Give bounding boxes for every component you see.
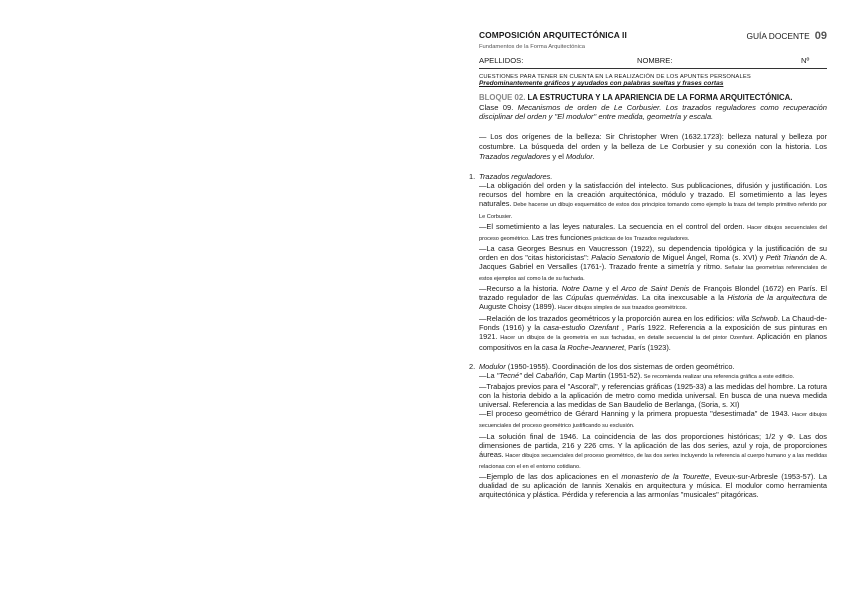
item-note: Hacer dibujos secuenciales del proceso geométrico, de las dos series incluyendo la referencia al cuerpo humano y a las medidas relacionas con el en el entorno cotidiano. bbox=[479, 452, 827, 470]
guide-number: 09 bbox=[814, 30, 827, 42]
item-italic: monasterio de la Tourette bbox=[621, 471, 710, 481]
nombre-label: NOMBRE: bbox=[637, 56, 673, 65]
item-italic: Palacio Senatorio bbox=[591, 252, 650, 262]
section-2-item-e bbox=[479, 472, 827, 499]
divider-line bbox=[479, 68, 827, 69]
item-text: —La obligación del orden y la satisfacción del intelecto. Sus publicaciones, difusión y justificación. Los recursos del hombre en la creación arquitectónica, módulo y trazado. El sometimiento a las leyes naturales. bbox=[479, 181, 827, 209]
item-text: , París (1923). bbox=[624, 342, 671, 352]
item-text: , Eveux-sur-Arbresle (1953-57). La dualidad de su aplicación de Iannis Xenakis en arquitectura y música. El modulor como herramienta arquitectónica y plástica. Pérdida y referencia a las armonías "musicales" pitagóricas. bbox=[479, 471, 827, 500]
item-italic: Historia de la arquitectura bbox=[727, 293, 816, 303]
item-text: , Cap Martin (1951-52). bbox=[565, 370, 643, 380]
section-2-item-d bbox=[479, 432, 827, 472]
item-text: de François Blondel (1672) en París. El trazado regulador de las bbox=[479, 284, 828, 303]
section-2-title: (1950-1955). Coordinación de los dos sistemas de orden geométrico. bbox=[505, 361, 735, 371]
section-1-item-b bbox=[479, 222, 827, 244]
intro-italic-1: Trazados reguladores bbox=[479, 151, 551, 161]
item-italic: casa la Roche-Jeanneret bbox=[541, 342, 625, 352]
item-text: de Miguel Ángel, Roma (s. XVI) y bbox=[649, 252, 766, 262]
course-subtitle: Fundamentos de la Forma Arquitectónica bbox=[479, 44, 586, 50]
section-2-item-c bbox=[479, 409, 827, 431]
item-italic: villa Schwob bbox=[736, 313, 778, 323]
section-1-number: 1. bbox=[469, 172, 476, 182]
item-italic: Petit Trianón bbox=[765, 252, 808, 262]
document-page bbox=[469, 30, 828, 500]
bloque-heading bbox=[479, 93, 827, 102]
section-2-title-italic: Modulor bbox=[479, 361, 506, 371]
item-italic: Cúpulas queménidas bbox=[565, 293, 637, 303]
item-text: —El proceso geométrico de Gérard Hanning y la primera propuesta "desestimada" de 1943. bbox=[479, 409, 790, 419]
section-1-item-d bbox=[479, 284, 827, 313]
student-form-row bbox=[479, 56, 827, 68]
section-2-number: 2. bbox=[469, 361, 476, 371]
item-text: —Relación de los trazados geométricos y la proporción aurea en los edificios: bbox=[479, 313, 737, 323]
item-text: —La solución final de 1946. La coincidencia de las dos proporciones históricas; 1/2 y Φ. Las dos dimensiones de partida, 216 y 226 cms. Y la aplicación de las dos series, azul y roja, de proporciones áureas. bbox=[479, 431, 827, 459]
guide-label: GUÍA DOCENTE bbox=[746, 31, 810, 41]
item-italic: Cabañón bbox=[535, 370, 566, 380]
section-2-item-b bbox=[479, 382, 827, 409]
item-text: y el bbox=[602, 284, 622, 294]
instructions-heading: CUESTIONES PARA TENER EN CUENTA EN LA REALIZACIÓN DE LOS APUNTES PERSONALES bbox=[479, 74, 751, 80]
item-italic: "Tecné" bbox=[496, 370, 522, 380]
item-note: Hacer dibujos secuenciales del proceso geométrico justificando su exclusión. bbox=[479, 412, 827, 430]
item-text: —Trabajos previos para el "Ascoral", y referencias gráficas (1925-33) a las medidas del hombre. La rotura con la historia debido a la aplicación de metro como medida universal. En busca de una nueva medida universal. Referencia a las medidas de San Baudelio de Berlanga, (Soria, s. XI) bbox=[479, 382, 827, 410]
intro-end: . bbox=[592, 151, 595, 161]
item-text: de A. Jacques Gabriel en Versalles (1761-). Trazado frente a simetría y ritmo. bbox=[479, 252, 828, 272]
item-text: —El sometimiento a las leyes naturales. La secuencia en el control del orden. bbox=[479, 221, 745, 231]
section-2 bbox=[469, 361, 827, 500]
item-text: —La bbox=[479, 370, 497, 380]
intro-mid: y el bbox=[550, 151, 566, 161]
item-text: . La cita inexcusable a la bbox=[636, 293, 728, 303]
header-row bbox=[479, 30, 827, 44]
numero-label: Nº bbox=[801, 56, 810, 65]
item-text: Las tres funciones bbox=[529, 232, 592, 242]
item-italic: Arco de Saint Denis bbox=[621, 284, 690, 294]
section-1-heading bbox=[469, 172, 827, 182]
item-note: Señalar las geometrías referenciales de estos ejemplos así como la de su fachada. bbox=[479, 265, 827, 283]
bloque-label: BLOQUE 02. bbox=[479, 93, 526, 102]
item-note: prácticas de los Trazados reguladores. bbox=[591, 235, 690, 242]
item-text: . La Chaud-de-Fonds (1916) y la bbox=[479, 313, 827, 332]
section-2-heading bbox=[469, 361, 827, 371]
intro-italic-2: Modulor bbox=[565, 151, 593, 161]
apellidos-label: APELLIDOS: bbox=[479, 56, 524, 65]
intro-paragraph bbox=[479, 132, 827, 161]
item-text: , París 1922. Referencia a la exposición de sus pinturas en 1921. bbox=[479, 322, 828, 341]
item-text: —Recurso a la historia. bbox=[479, 284, 562, 294]
item-note: Hacer un dibujos de la geometría en sus fachadas, en detalle secuencial la del pintor Ozenfant. bbox=[497, 334, 755, 341]
section-1-item-c bbox=[479, 244, 827, 284]
section-1-item-a bbox=[479, 181, 827, 221]
item-text: Aplicación en planos compositivos en la bbox=[479, 331, 827, 352]
section-1-item-e bbox=[479, 314, 827, 352]
guide-label-group bbox=[746, 30, 827, 42]
section-1-title: Trazados reguladores. bbox=[479, 172, 553, 182]
item-italic: Notre Dame bbox=[561, 284, 603, 294]
item-text: de Auguste Choisy (1899). bbox=[479, 293, 827, 312]
clase-prefix: Clase 09. bbox=[479, 103, 514, 112]
bloque-title: LA ESTRUCTURA Y LA APARIENCIA DE LA FORMA ARQUITECTÓNICA. bbox=[527, 93, 793, 102]
item-note: Se recomienda realizar una referencia gráfica a este edificio. bbox=[642, 373, 795, 380]
item-text: —Ejemplo de las dos aplicaciones en el bbox=[479, 471, 622, 481]
item-note: Debe hacerse un dibujo esquemático de estos dos principios tomando como ejemplo la traza del templo primitivo referido por Le Corbusier. bbox=[479, 202, 827, 220]
item-italic: casa-estudio Ozenfant bbox=[543, 322, 619, 332]
clase-description bbox=[479, 103, 827, 121]
instructions-subheading: Predominantemente gráficos y ayudados con palabras sueltas y frases cortas bbox=[479, 80, 724, 87]
item-note: Hacer dibujos simples de sus trazados geométricos. bbox=[556, 305, 688, 312]
section-1 bbox=[469, 172, 828, 352]
section-2-item-a bbox=[479, 371, 827, 382]
item-note: Hacer dibujos secuenciales del proceso geométrico. bbox=[479, 224, 828, 242]
item-text: —La casa Georges Besnus en Vaucresson (1922), su dependencia tipológica y la justificación de su orden en dos "citas historicistas": bbox=[479, 243, 827, 262]
course-title: COMPOSICIÓN ARQUITECTÓNICA II bbox=[479, 30, 627, 40]
item-text: del bbox=[521, 370, 536, 380]
intro-text: — Los dos orígenes de la belleza: Sir Christopher Wren (1632.1723): belleza natural y belleza por costumbre. La búsqueda del orden y la belleza de Le Corbusier y su conexión con la historia. Los bbox=[479, 132, 827, 151]
clase-text: Mecanismos de orden de Le Corbusier. Los trazados reguladores como recuperación disciplinar del orden y "El modulor" entre medida, geometría y escala. bbox=[479, 103, 827, 122]
